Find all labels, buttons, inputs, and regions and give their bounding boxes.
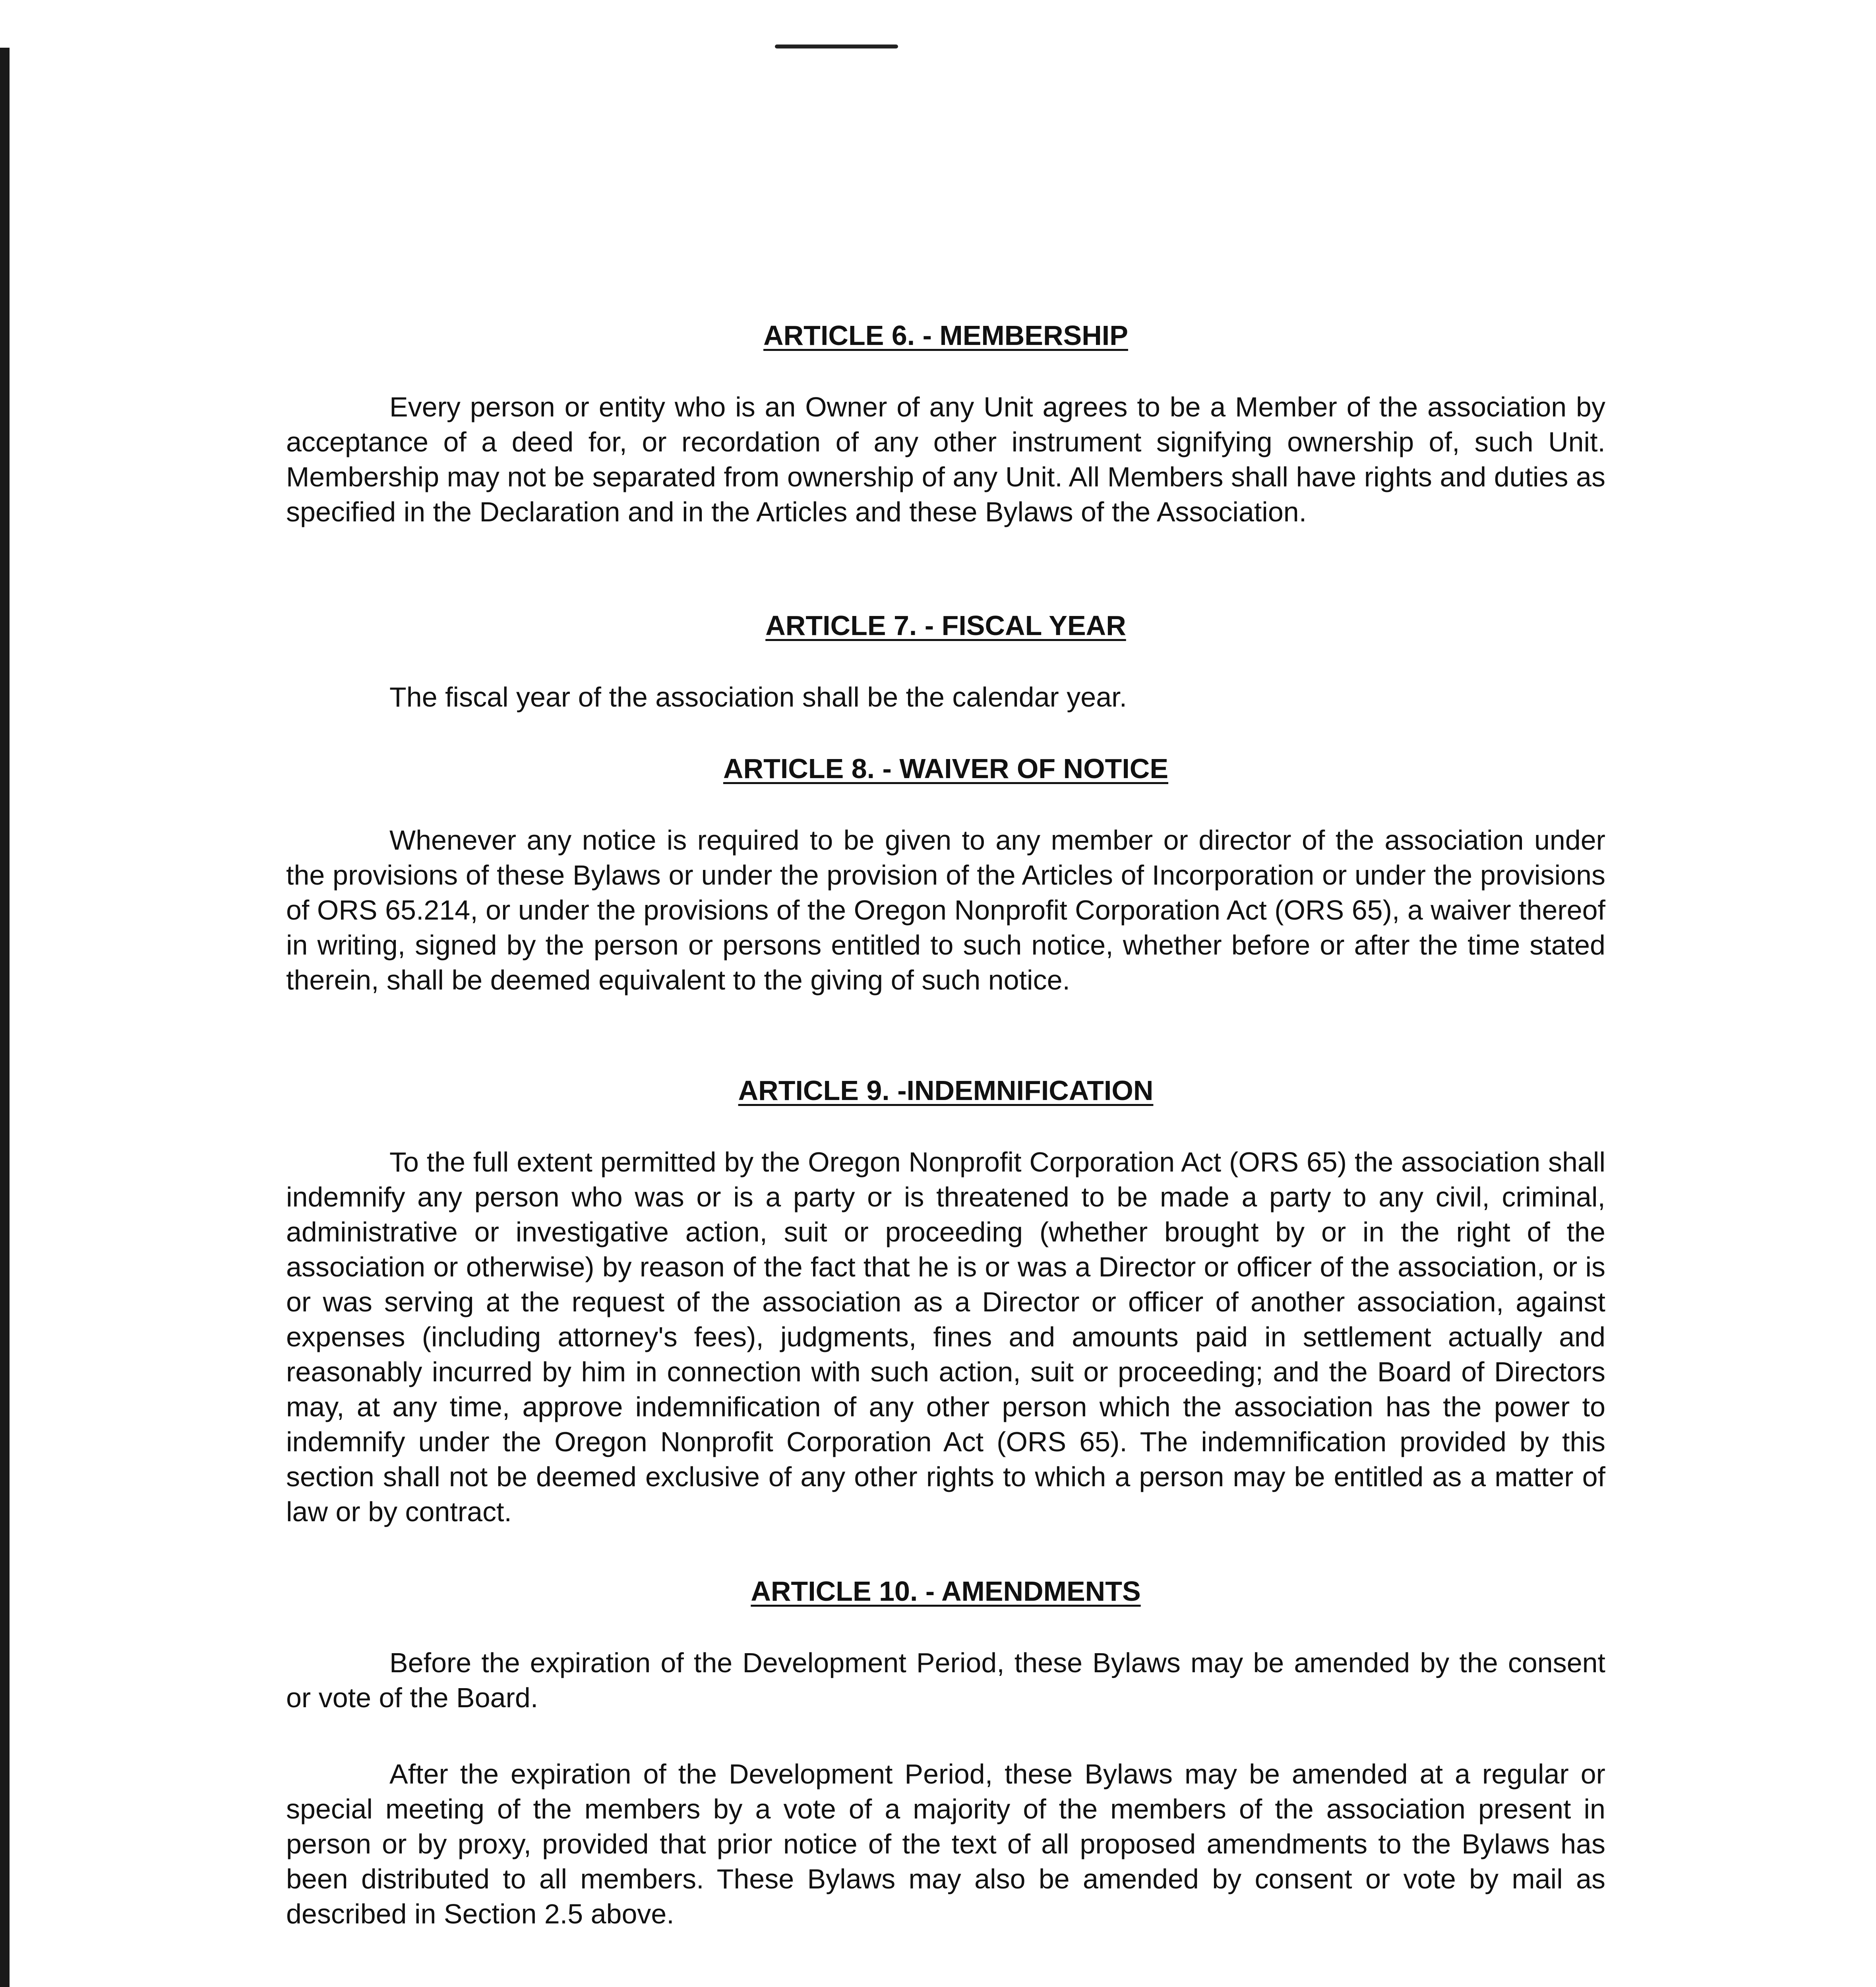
article-6-heading: ARTICLE 6. - MEMBERSHIP (763, 320, 1128, 351)
article-10-heading: ARTICLE 10. - AMENDMENTS (751, 1576, 1141, 1607)
article-9-heading: ARTICLE 9. -INDEMNIFICATION (738, 1075, 1154, 1106)
scan-top-mark (775, 45, 898, 48)
article-7-body: The fiscal year of the association shall be the calendar year. (389, 682, 1127, 713)
scan-left-edge (0, 48, 10, 1987)
article-10-body-2: After the expiration of the Development Period, these Bylaws may be amended at a regular or special meeting of the members by a vote of a majority of the members of the association present in person or by proxy, provided that prior notice of the text of all proposed amendments to the Bylaws has been distributed to all members. These Bylaws may also be amended by consent or vote by mail as described in Section 2.5 above. (286, 1758, 1605, 1929)
article-9-body: To the full extent permitted by the Oregon Nonprofit Corporation Act (ORS 65) the association shall indemnify any person who was or is a party or is threatened to be made a party to any civil, criminal, administrative or investigative action, suit or proceeding (whether brought by or in the right of the association or otherwise) by reason of the fact that he is or was a Director or officer of the association, or is or was serving at the request of the association as a Director or officer of another association, against expenses (including attorney's fees), judgments, fines and amounts paid in settlement actually and reasonably incurred by him in connection with such action, suit or proceeding; and the Board of Directors may, at any time, approve indemnification of any other person which the association has the power to indemnify under the Oregon Nonprofit Corporation Act (ORS 65). The indemnification provided by this section shall not be deemed exclusive of any other rights to which a person may be entitled as a matter of law or by contract. (286, 1146, 1605, 1527)
article-7-heading: ARTICLE 7. - FISCAL YEAR (765, 610, 1126, 641)
article-8-heading: ARTICLE 8. - WAIVER OF NOTICE (723, 753, 1169, 784)
article-8-body: Whenever any notice is required to be given to any member or director of the association under the provisions of these Bylaws or under the provision of the Articles of Incorporation or under the provisions of ORS 65.214, or under the provisions of the Oregon Nonprofit Corporation Act (ORS 65), a waiver thereof in writing, signed by the person or persons entitled to such notice, whether before or after the time stated therein, shall be deemed equivalent to the giving of such notice. (286, 825, 1605, 995)
article-6-body: Every person or entity who is an Owner of any Unit agrees to be a Member of the association by acceptance of a deed for, or recordation of any other instrument signifying ownership of, such Unit. Membership may not be separated from ownership of any Unit. All Members shall have rights and duties as specified in the Declaration and in the Articles and these Bylaws of the Association. (286, 391, 1605, 527)
article-10-body-1: Before the expiration of the Development Period, these Bylaws may be amended by the consent or vote of the Board. (286, 1647, 1605, 1713)
